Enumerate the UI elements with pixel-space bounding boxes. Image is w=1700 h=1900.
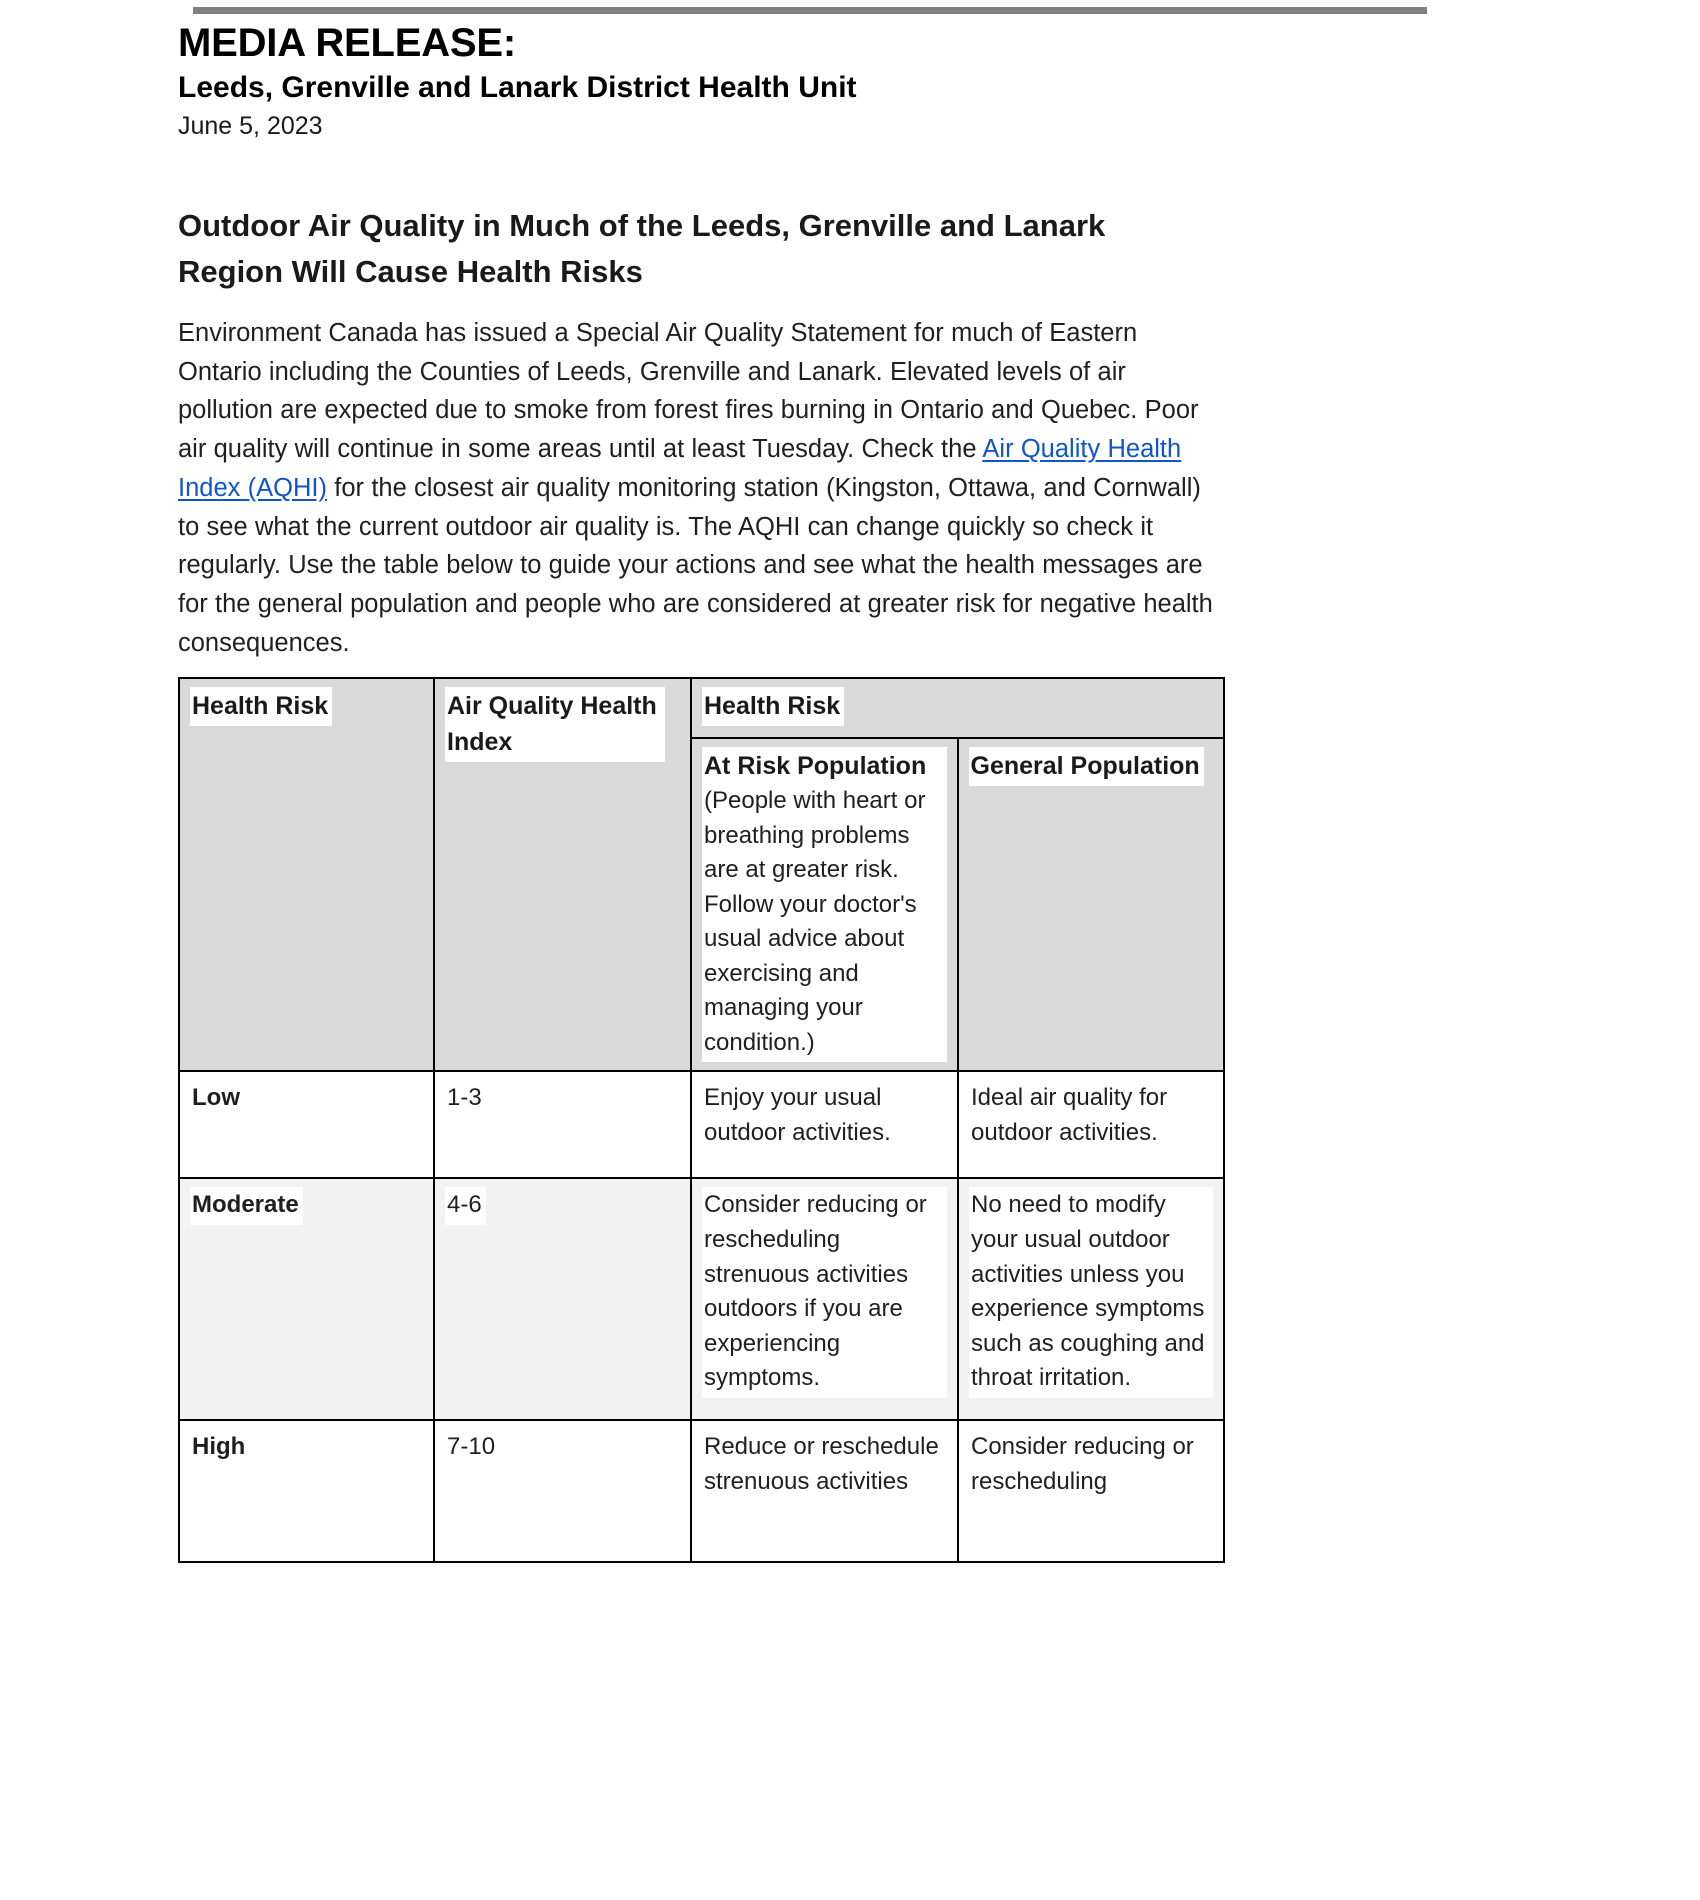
table-header-row xyxy=(179,678,1224,1072)
cell-risk-low xyxy=(179,1071,434,1178)
header-label-health-risk: Health Risk xyxy=(190,687,332,726)
general-population-message: Consider reducing or rescheduling xyxy=(969,1429,1213,1501)
header-subtable xyxy=(692,679,1223,1071)
at-risk-message: Reduce or reschedule strenuous activities xyxy=(702,1429,947,1501)
document-content xyxy=(178,22,1463,1563)
cell-general-low xyxy=(958,1071,1224,1178)
lede-text-before-link: Environment Canada has issued a Special Air Quality Statement for much of Eastern Ontario including the Counties of Leeds, Grenville and Lanark. Elevated levels of air pollution are expected due to smoke from forest fires burning in Ontario and Quebec. Poor air quality will continue in some areas until at least Tuesday. Check the xyxy=(178,318,1199,464)
risk-level-label: Low xyxy=(190,1080,244,1118)
organization-name: Leeds, Grenville and Lanark District Health Unit xyxy=(178,71,857,105)
general-population-message: Ideal air quality for outdoor activities. xyxy=(969,1080,1213,1152)
lede-text-after-link: for the closest air quality monitoring station (Kingston, Ottawa, and Cornwall) to see what the current outdoor air quality is. The AQHI can change quickly so check it regularly. Use the table below to guide your actions and see what the health messages are for the general population and people who are considered at greater risk for negative health consequences. xyxy=(178,473,1213,657)
at-risk-message: Enjoy your usual outdoor activities. xyxy=(702,1080,947,1152)
general-population-message: No need to modify your usual outdoor activities unless you experience symptoms such as coughing and throat irritation. xyxy=(969,1187,1213,1397)
subheader-label-general-population: General Population xyxy=(969,747,1204,786)
table-row xyxy=(179,1071,1224,1178)
header-rule xyxy=(193,7,1427,14)
cell-at-risk-low xyxy=(691,1071,958,1178)
subtable-columns-row xyxy=(692,738,1223,1071)
header-cell-health-risk xyxy=(179,678,434,1072)
aqhi-range-value: 4-6 xyxy=(445,1187,486,1225)
header-label-aqhi: Air Quality Health Index xyxy=(445,687,665,762)
subtable-title-row xyxy=(692,679,1223,738)
cell-at-risk-moderate xyxy=(691,1178,958,1420)
aqhi-health-risk-table xyxy=(178,677,1225,1564)
at-risk-population-block xyxy=(702,747,947,1063)
page-title: Outdoor Air Quality in Much of the Leeds, Grenville and Lanark Region Will Cause Health Risks xyxy=(178,207,1106,290)
cell-risk-moderate xyxy=(179,1178,434,1420)
subheader-cell-at-risk-population xyxy=(692,738,958,1071)
risk-level-label: High xyxy=(190,1429,249,1467)
aqhi-range-value: 1-3 xyxy=(445,1080,486,1118)
cell-general-high xyxy=(958,1420,1224,1562)
release-date: June 5, 2023 xyxy=(178,111,323,140)
subheader-label-at-risk-population: At Risk Population xyxy=(704,751,927,780)
subheader-label-health-risk: Health Risk xyxy=(702,687,844,726)
cell-risk-high xyxy=(179,1420,434,1562)
at-risk-message: Consider reducing or rescheduling strenuous activities outdoors if you are experiencing symptoms. xyxy=(702,1187,947,1397)
header-cell-health-risk-group xyxy=(691,678,1224,1072)
media-release-label: MEDIA RELEASE: xyxy=(178,21,516,65)
table-row xyxy=(179,1420,1224,1562)
lede-paragraph xyxy=(178,314,1224,663)
header-cell-aqhi xyxy=(434,678,691,1072)
aqhi-range-value: 7-10 xyxy=(445,1429,499,1467)
subheader-cell-general-population xyxy=(958,738,1224,1071)
subheader-cell-health-risk xyxy=(692,679,1223,738)
cell-index-moderate xyxy=(434,1178,691,1420)
risk-level-label: Moderate xyxy=(190,1187,303,1225)
cell-index-high xyxy=(434,1420,691,1562)
table-row xyxy=(179,1178,1224,1420)
cell-general-moderate xyxy=(958,1178,1224,1420)
aqhi-link[interactable]: Air Quality Health Index (AQHI) xyxy=(178,435,1182,502)
cell-at-risk-high xyxy=(691,1420,958,1562)
at-risk-population-note: (People with heart or breathing problems are at greater risk. Follow your doctor's usual advice about exercising and managing your condition.) xyxy=(704,787,926,1056)
cell-index-low xyxy=(434,1071,691,1178)
